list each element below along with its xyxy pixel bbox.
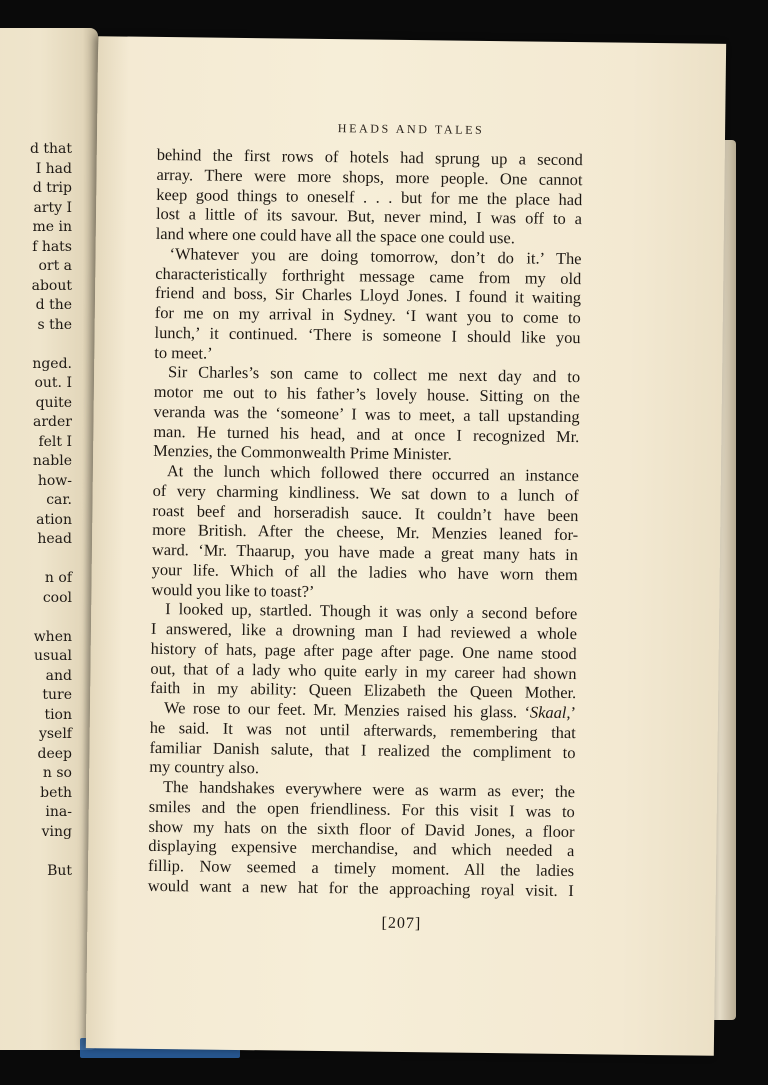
text-line: he said. It was not until afterwards, remembering that — [149, 717, 576, 742]
left-page-line-fragment: d that — [29, 141, 72, 157]
left-page-line-fragment: and — [45, 667, 72, 684]
text-line: We rose to our feet. Mr. Menzies raised his glass. ‘Skaal,’ — [163, 698, 577, 723]
left-page-line-fragment: ture — [42, 687, 72, 703]
left-page-line-fragment: yself — [38, 726, 72, 742]
left-page-line-fragment: cool — [42, 589, 72, 606]
left-page-line-fragment: arty I — [33, 199, 72, 216]
text-line: At the lunch which followed there occurred an instance — [166, 461, 579, 486]
left-page-line-fragment: when — [33, 628, 72, 645]
text-line: keep good things to oneself . . . but for me the place had — [156, 184, 583, 209]
text-line: out, that of a lady who quite early in my career had shown — [150, 658, 577, 683]
text-line: behind the first rows of hotels had sprung up a second — [156, 144, 583, 170]
text-line: The handshakes everywhere were as warm as ever; the — [162, 777, 576, 802]
text-line: ward. ‘Mr. Thaarup, you have made a great many hats in — [151, 539, 579, 565]
left-page-line-fragment: car. — [46, 492, 72, 508]
left-page-line-fragment: ina- — [45, 804, 72, 820]
left-page-line-fragment: nable — [32, 453, 72, 469]
text-line: of very charming kindliness. We sat down to a lunch of — [152, 480, 579, 505]
text-line: characteristically forthright message came from my old — [155, 263, 582, 288]
left-page-line-fragment: d the — [35, 297, 72, 313]
left-page-text-fragments — [30, 140, 72, 881]
left-page-line-fragment: n so — [42, 765, 72, 781]
text-line: man. He turned his head, and at once I recognized Mr. — [153, 421, 580, 446]
left-page-line-fragment: nged. — [32, 355, 72, 372]
text-line: history of hats, page after page after page. One name stood — [150, 638, 577, 663]
left-page-line-fragment: ving — [41, 823, 72, 840]
left-page-blank-line — [30, 335, 72, 355]
text-line: lost a little of its savour. But, never mind, I was off to a — [155, 204, 583, 229]
left-page-blank-line — [30, 550, 72, 570]
left-page-line-fragment: But — [47, 862, 72, 879]
page-body-text — [148, 145, 583, 901]
text-line: lunch,’ it continued. ‘There is someone I should like you — [154, 322, 581, 347]
text-line: show my hats on the sixth floor of David Jones, a floor — [148, 816, 575, 841]
left-page-line-fragment: tion — [44, 706, 72, 723]
text-line: veranda was the ‘someone’ I was to meet, a tall upstanding — [153, 401, 580, 426]
left-page-line-fragment: ation — [36, 511, 72, 528]
text-line: ‘Whatever you are doing tomorrow, don’t do it.’ The — [169, 243, 582, 268]
text-line: fillip. Now seemed a timely moment. All the ladies — [147, 855, 575, 881]
left-facing-page — [0, 28, 98, 1050]
text-line: I answered, like a drowning man I had reviewed a whole — [150, 618, 578, 644]
text-line: motor me out to his father’s lovely house. Sitting on the — [153, 381, 580, 407]
left-page-blank-line — [30, 608, 72, 628]
text-line: I looked up, startled. Though it was only a second before — [165, 599, 578, 624]
text-line: array. There were more shops, more people. One cannot — [156, 164, 583, 189]
text-line: your life. Which of all the ladies who have worn them — [151, 559, 578, 584]
page-number: [207] — [381, 914, 422, 933]
text-line: for me on my arrival in Sydney. ‘I want you to come to — [154, 302, 581, 328]
text-line: more British. After the cheese, Mr. Menzies leaned for- — [152, 520, 579, 545]
left-page-line-fragment: s the — [37, 316, 72, 333]
text-line: roast beef and horseradish sauce. It couldn’t have been — [152, 500, 579, 525]
left-page-blank-line — [30, 842, 72, 862]
left-page-line-fragment: deep — [37, 745, 72, 762]
text-line: land where one could have all the space one could use. — [155, 223, 515, 248]
text-line: familiar Danish salute, that I realized the compliment to — [149, 737, 576, 762]
left-page-line-fragment: d trip — [32, 180, 72, 196]
left-page-line-fragment: how- — [37, 472, 72, 489]
left-page-line-fragment: f hats — [32, 238, 72, 255]
text-line: would want a new hat for the approaching royal visit. I — [147, 875, 574, 900]
left-page-line-fragment: head — [37, 531, 72, 547]
text-line: faith in my ability: Queen Elizabeth the Queen Mother. — [150, 678, 577, 703]
italic-word: Skaal, — [529, 702, 571, 723]
left-page-line-fragment: about — [31, 277, 72, 294]
text-line: my country also. — [149, 757, 260, 778]
left-page-line-fragment: out. I — [34, 375, 72, 391]
text-line: displaying expensive merchandise, and which needed a — [148, 836, 575, 861]
left-page-line-fragment: ort a — [38, 258, 72, 274]
left-page-line-fragment: usual — [33, 648, 72, 664]
text-line: Menzies, the Commonwealth Prime Minister. — [153, 441, 452, 464]
left-page-line-fragment: felt I — [38, 433, 72, 450]
left-page-line-fragment: n of — [44, 570, 72, 586]
text-line: friend and boss, Sir Charles Lloyd Jones. I found it waiting — [154, 283, 582, 308]
left-page-line-fragment: me in — [32, 219, 72, 235]
text-line: to meet.’ — [154, 342, 213, 363]
left-page-line-fragment: arder — [33, 414, 72, 430]
running-head: HEADS AND TALES — [337, 121, 485, 137]
text-line: Sir Charles’s son came to collect me next day and to — [167, 362, 581, 387]
left-page-line-fragment: quite — [35, 394, 72, 411]
text-line: smiles and the open friendliness. For this visit I was to — [148, 796, 575, 821]
text-line: would you like to toast?’ — [151, 579, 315, 601]
right-page — [86, 36, 726, 1056]
left-page-line-fragment: beth — [40, 784, 72, 801]
left-page-line-fragment: I had — [35, 160, 72, 177]
